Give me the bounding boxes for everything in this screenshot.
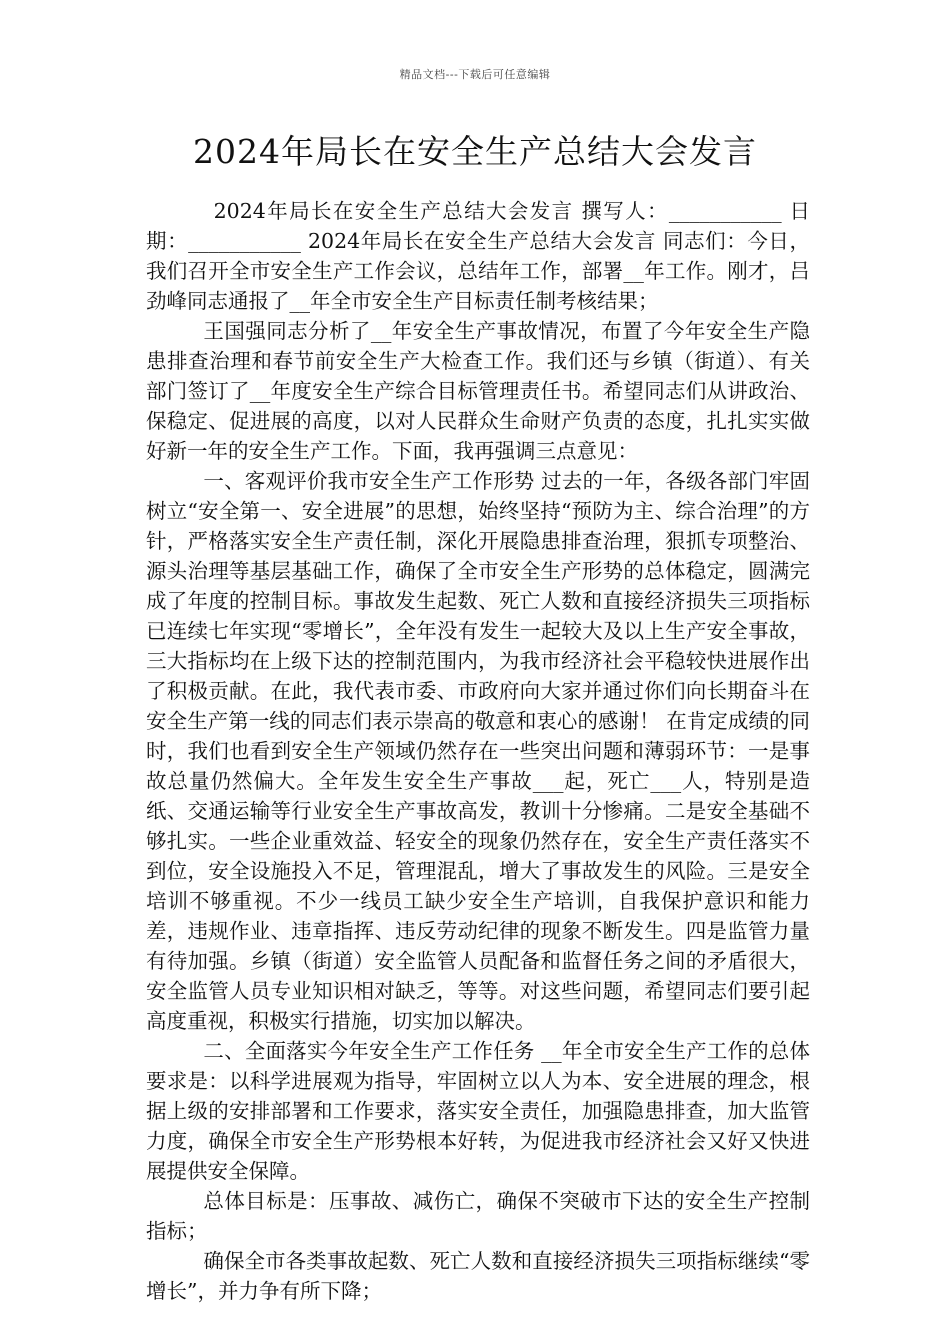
paragraph-section-1: 一、客观评价我市安全生产工作形势 过去的一年，各级各部门牢固树立“安全第一、安全进展”的思想，始终坚持“预防为主、综合治理”的方针，严格落实安全生产责任制，深化开展隐患排查治理，狠抓专项整治、源头治理等基层基础工作，确保了全市安全生产形势的总体稳定，圆满完成了年度的控制目标。事故发生起数、死亡人数和直接经济损失三项指标已连续七年实现“零增长”，全年没有发生一起较大及以上生产安全事故，三大指标均在上级下达的控制范围内，为我市经济社会平稳较快进展作出了积极贡献。在此，我代表市委、市政府向大家并通过你们向长期奋斗在安全生产第一线的同志们表示崇高的敬意和衷心的感谢！ 在肯定成绩的同时，我们也看到安全生产领域仍然存在一些突出问题和薄弱环节：一是事故总量仍然偏大。全年发生安全生产事故___起，死亡___人，特别是造纸、交通运输等行业安全生产事故高发，教训十分惨痛。二是安全基础不够扎实。一些企业重效益、轻安全的现象仍然存在，安全生产责任落实不到位，安全设施投入不足，管理混乱，增大了事故发生的风险。三是安全培训不够重视。不少一线员工缺少安全生产培训，自我保护意识和能力差，违规作业、违章指挥、违反劳动纪律的现象不断发生。四是监管力量有待加强。乡镇（街道）安全监管人员配备和监督任务之间的矛盾很大，安全监管人员专业知识相对缺乏，等等。对这些问题，希望同志们要引起高度重视，积极实行措施，切实加以解决。 (146, 469, 810, 1033)
paragraph-intro: 2024年局长在安全生产总结大会发言 撰写人：___________ 日 期：___________ 2024年局长在安全生产总结大会发言 同志们：今日，我们召开全市安全生产工作会议，总结年工作，部署__年工作。刚才，吕劲峰同志通报了__年全市安全生产目标责任制考核结果； (146, 199, 810, 313)
paragraph-2: 王国强同志分析了__年安全生产事故情况，布置了今年安全生产隐患排查治理和春节前安全生产大检查工作。我们还与乡镇（街道）、有关部门签订了__年度安全生产综合目标管理责任书。希望同志们从讲政治、保稳定、促进展的高度，以对人民群众生命财产负责的态度，扎扎实实做好新一年的安全生产工作。下面，我再强调三点意见： (146, 319, 810, 463)
paragraph-section-2: 二、全面落实今年安全生产工作任务 __年全市安全生产工作的总体要求是：以科学进展观为指导，牢固树立以人为本、安全进展的理念，根据上级的安排部署和工作要求，落实安全责任，加强隐患排查，加大监管力度，确保全市安全生产形势根本好转，为促进我市经济社会又好又快进展提供安全保障。 (146, 1039, 810, 1183)
paragraph-overall-goal: 总体目标是：压事故、减伤亡，确保不突破市下达的安全生产控制指标； (146, 1189, 810, 1243)
document-title: 2024年局长在安全生产总结大会发言 (193, 132, 757, 171)
page-header-watermark: 精品文档---下载后可任意编辑 (399, 68, 551, 81)
document-body (146, 196, 810, 1306)
paragraph-goal-detail: 确保全市各类事故起数、死亡人数和直接经济损失三项指标继续“零增长”，并力争有所下降； (146, 1249, 810, 1303)
